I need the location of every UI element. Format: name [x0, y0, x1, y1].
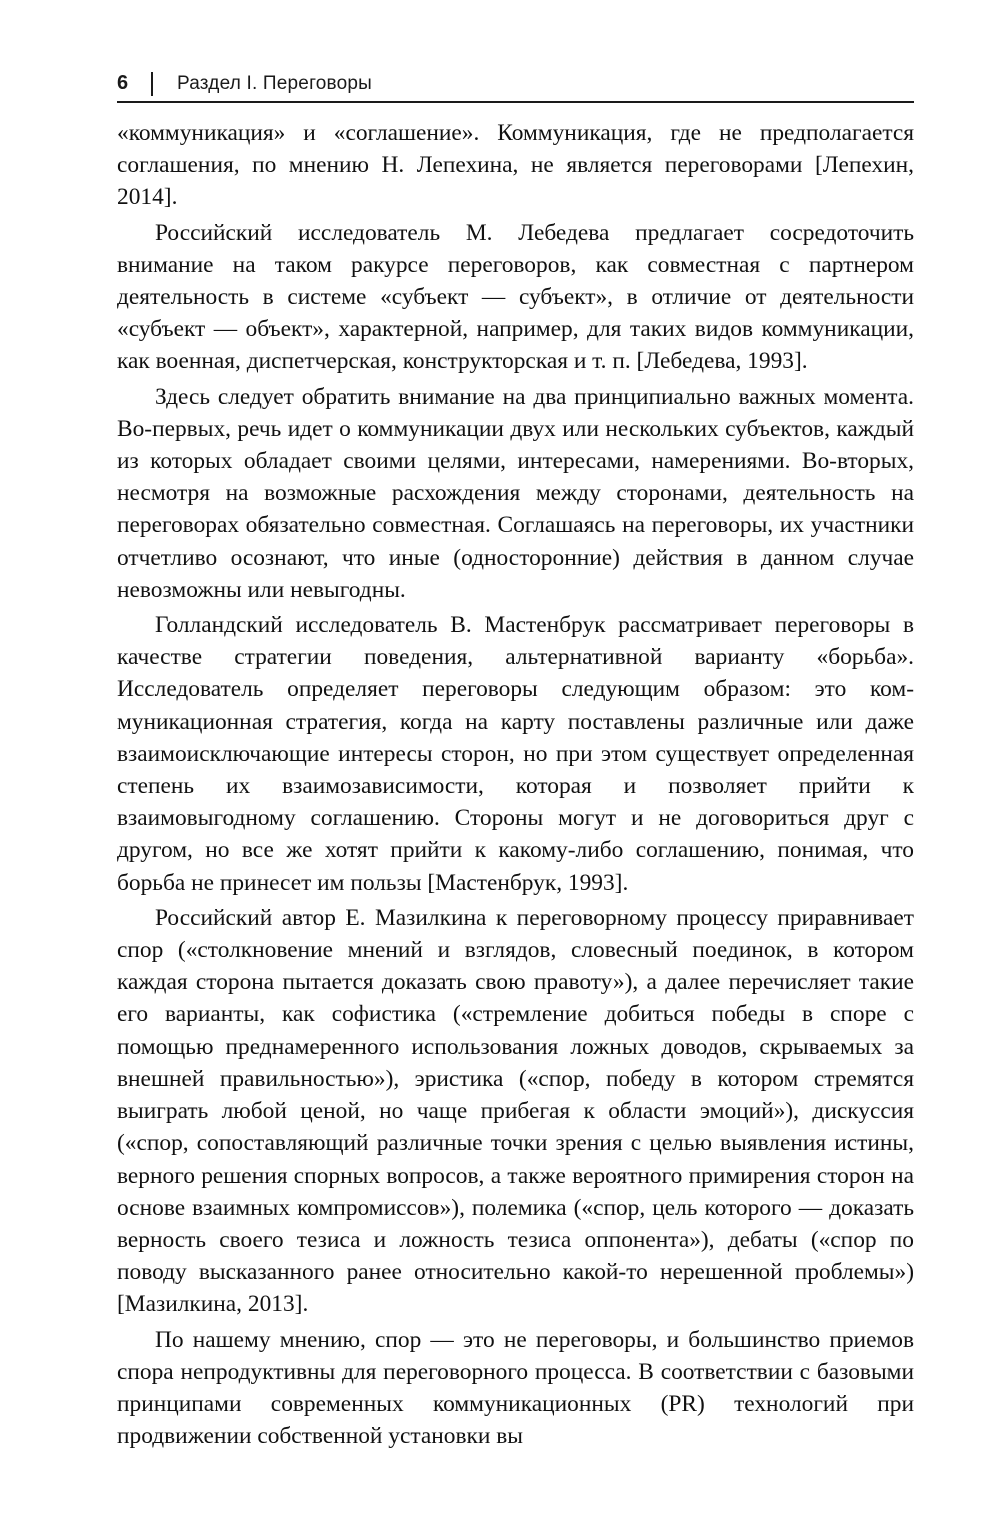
body-text — [117, 117, 914, 1452]
paragraph: Голландский исследователь В. Мастенбрук рассматривает переговоры в качестве стратегии поведения, альтернативной варианту «борьба». Исследователь определяет переговоры следующим образом: это коммуникационная стратегия, когда на карту поставлены различные или даже взаимоисключающие интересы сторон, но при этом существует определенная степень их взаимозависимости, которая и позволяет прийти к взаимовыгодному соглашению. Стороны могут и не договориться друг с другом, но все же хотят прийти к какому-либо соглашению, понимая, что борьба не принесет им пользы [Мастенбрук, 1993]. — [117, 612, 914, 896]
page-number: 6 — [117, 72, 129, 94]
paragraph-continuation: «коммуникация» и «соглашение». Коммуникация, где не предполагается соглашения, по мнению Н. Лепехина, не является переговорами [Лепехин, 2014]. — [117, 120, 914, 211]
running-head — [117, 70, 914, 102]
paragraph: Российский автор Е. Мазилкина к переговорному процессу приравнивает спор («столкновение мнений и взглядов, словесный поединок, в котором каждая сторона пытается доказать свою правоту»), а далее перечисляет такие его варианты, как софистика («стремление добиться победы в споре с помощью преднамеренного использования ложных доводов, скрываемых за внешней правильностью»), эристика («спор, победу в котором стремятся выиграть любой ценой, но чаще прибегая к области эмоций»), дискуссия («спор, сопоставляющий различные точки зрения с целью выявления истины, верного решения спорных вопросов, а также вероятного примирения сторон на основе взаимных компромиссов»), полемика («спор, цель которого — доказать верность своего тезиса и ложность тезиса оппонента»), дебаты («спор по поводу высказанного ранее относительно какой-то нерешенной проблемы») [Мазилкина, 2013]. — [117, 904, 914, 1318]
header-separator — [151, 72, 153, 96]
paragraph: Российский исследователь М. Лебедева предлагает сосредоточить внимание на таком ракурсе переговоров, как совместная с партнером деятельность в системе «субъект — субъект», в отличие от деятельности «субъект — объект», характерной, например, для таких видов коммуникации, как военная, диспетчерская, конструкторская и т. п. [Лебедева, 1993]. — [117, 219, 914, 375]
paragraph: Здесь следует обратить внимание на два принципиально важных момента. Во-первых, речь идет о коммуникации двух или нескольких субъектов, каждый из которых обладает своими целями, интересами, намерениями. Во-вторых, несмотря на возможные расхождения между сторонами, деятельность на переговорах обязательно совместная. Соглашаясь на переговоры, их участники отчетливо осознают, что иные (односторонние) действия в данном случае невозможны или невыгодны. — [117, 383, 914, 603]
header-rule — [117, 101, 914, 103]
paragraph: По нашему мнению, спор — это не переговоры, и большинство приемов спора непродуктивны для переговорного процесса. В соответствии с базовыми принципами современных коммуникационных (PR) технологий при продвижении собственной установки вы — [117, 1326, 914, 1450]
section-title: Раздел I. Переговоры — [177, 73, 373, 94]
